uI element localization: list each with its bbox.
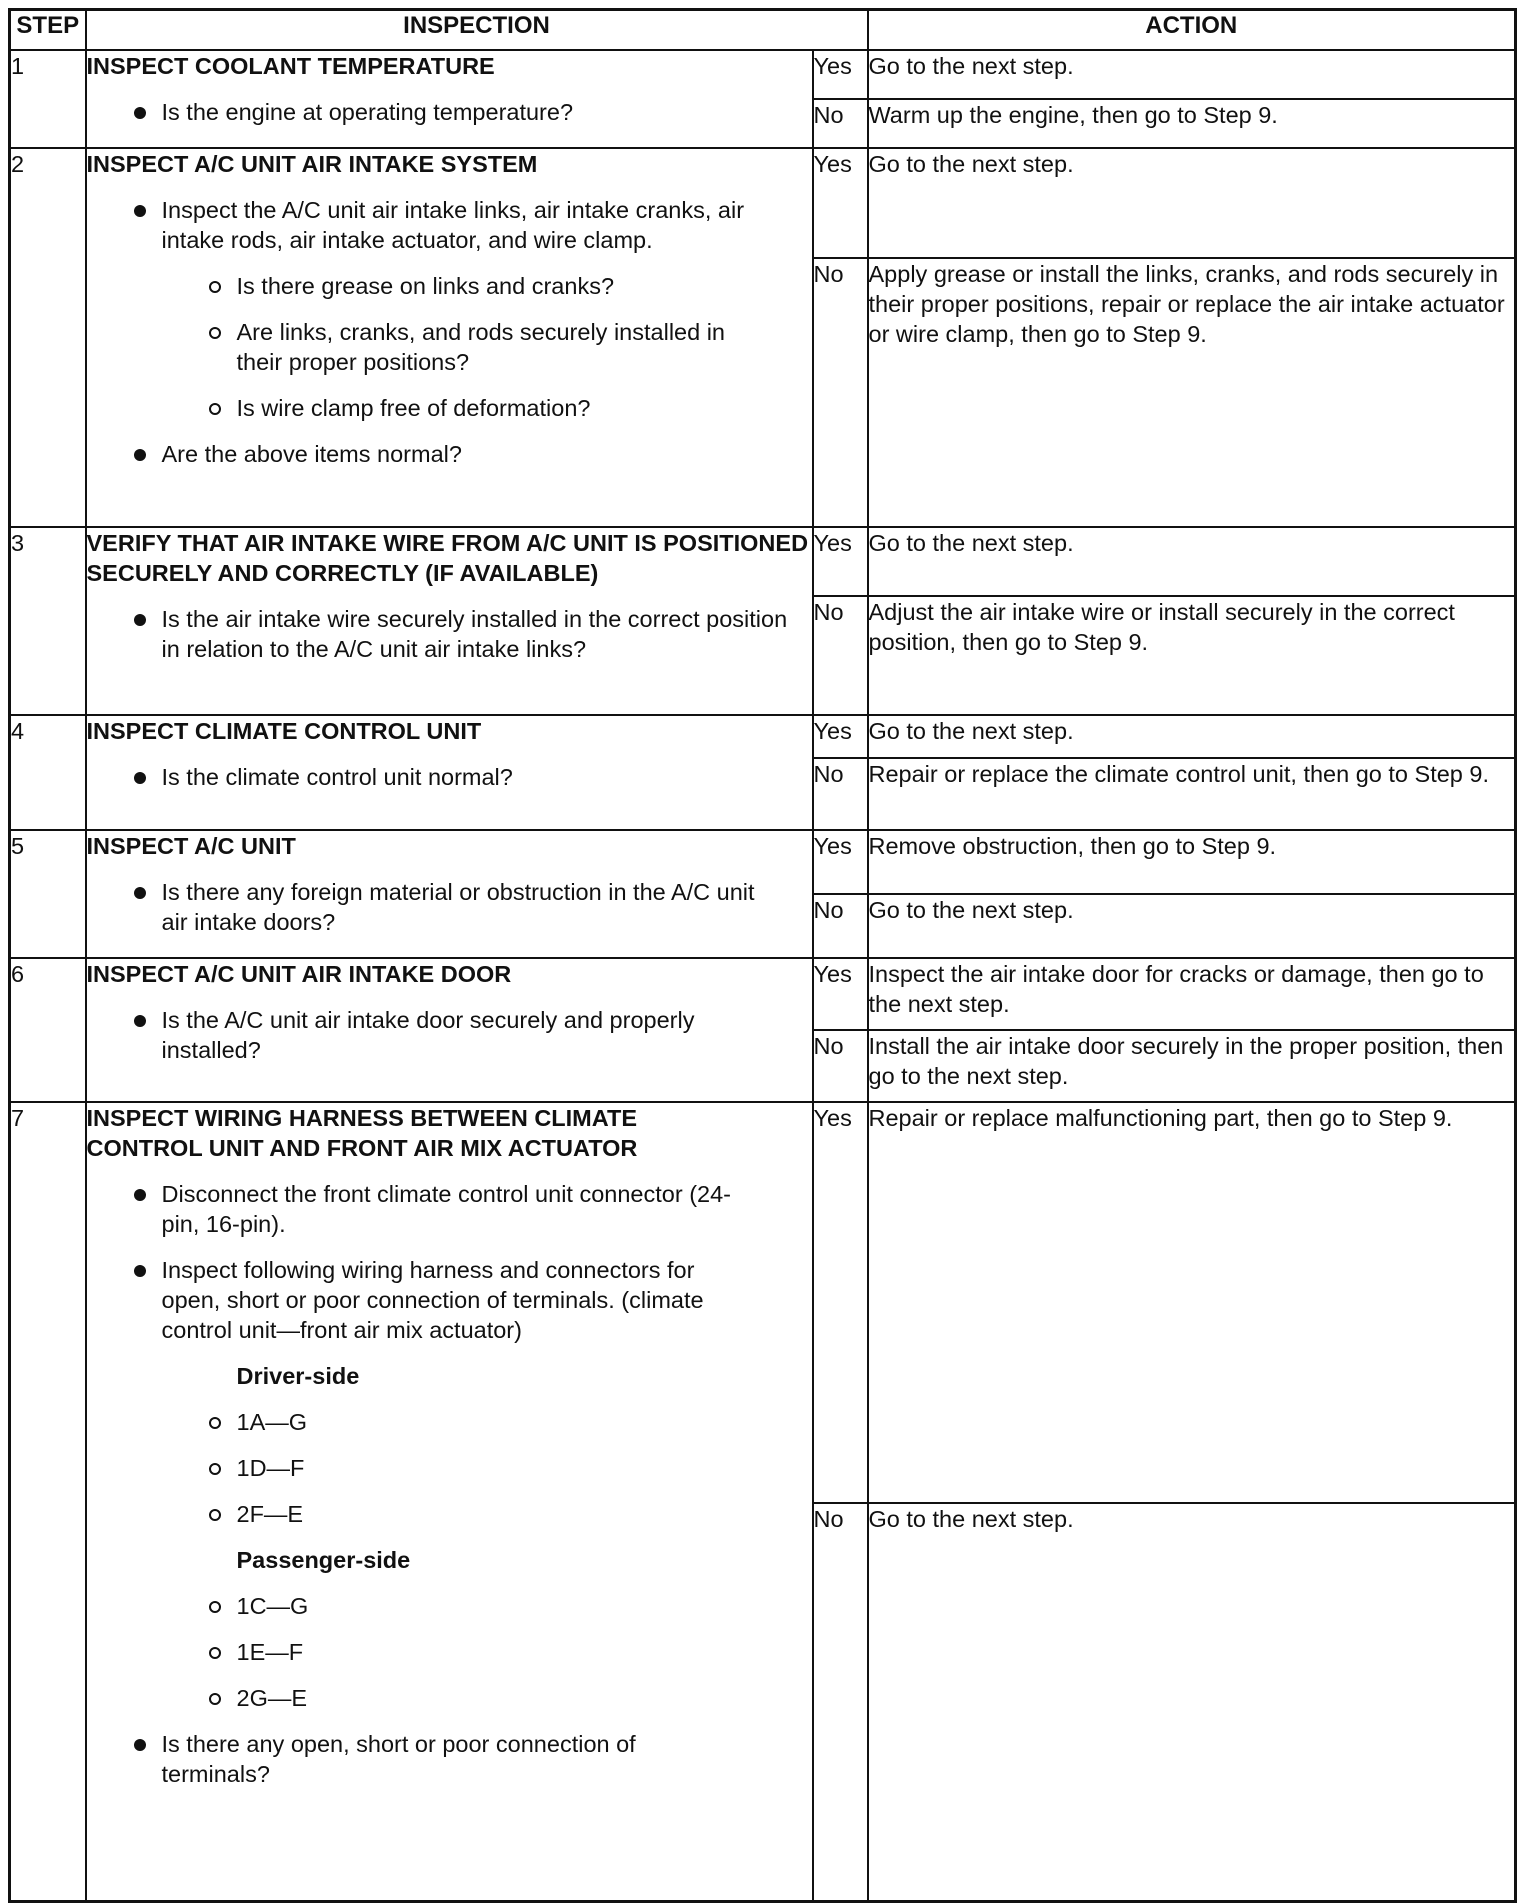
yes-action: Remove obstruction, then go to Step 9. — [868, 830, 1516, 894]
diagnostic-table — [8, 8, 1517, 1903]
step-4-row-yes — [10, 715, 1516, 758]
yes-action: Go to the next step. — [868, 715, 1516, 758]
no-label: No — [813, 1030, 868, 1102]
bullet-item: Is there any open, short or poor connection of terminals? — [87, 1729, 812, 1789]
no-action: Apply grease or install the links, cranks, and rods securely in their proper positions, repair or replace the air intake actuator or wire clamp, then go to Step 9. — [868, 258, 1516, 527]
bullet-item: Is the engine at operating temperature? — [87, 97, 812, 127]
bullet-item: Is there any foreign material or obstruction in the A/C unit air intake doors? — [87, 877, 812, 937]
no-label: No — [813, 758, 868, 830]
step-title: INSPECT A/C UNIT AIR INTAKE DOOR — [86, 961, 512, 987]
sub-item: Is wire clamp free of deformation? — [87, 393, 812, 423]
step-number: 5 — [10, 830, 86, 958]
yes-action: Repair or replace malfunctioning part, then go to Step 9. — [868, 1102, 1516, 1503]
bullet-item: Is the air intake wire securely installed in the correct position in relation to the A/C unit air intake links? — [87, 604, 812, 664]
inspection-cell — [86, 830, 813, 958]
bullet-item: Are the above items normal? — [87, 439, 812, 469]
yes-label: Yes — [813, 958, 868, 1030]
no-label: No — [813, 99, 868, 148]
step-2-row-yes — [10, 148, 1516, 258]
yes-label: Yes — [813, 50, 868, 99]
no-action: Go to the next step. — [868, 894, 1516, 958]
step-3-row-yes — [10, 527, 1516, 596]
no-label: No — [813, 894, 868, 958]
header-action: ACTION — [868, 10, 1516, 51]
no-action: Warm up the engine, then go to Step 9. — [868, 99, 1516, 148]
step-6-row-yes — [10, 958, 1516, 1030]
yes-label: Yes — [813, 148, 868, 258]
yes-action: Go to the next step. — [868, 527, 1516, 596]
terminal-item: 1D—F — [87, 1453, 812, 1483]
step-title: INSPECT WIRING HARNESS BETWEEN CLIMATE CONTROL UNIT AND FRONT AIR MIX ACTUATOR — [86, 1105, 638, 1161]
inspection-cell — [86, 715, 813, 830]
step-number: 7 — [10, 1102, 86, 1901]
step-number: 6 — [10, 958, 86, 1102]
step-7-row-yes — [10, 1102, 1516, 1503]
step-5-row-yes — [10, 830, 1516, 894]
yes-label: Yes — [813, 715, 868, 758]
bullet-item: Inspect the A/C unit air intake links, air intake cranks, air intake rods, air intake actuator, and wire clamp. — [87, 195, 812, 255]
no-label: No — [813, 1503, 868, 1901]
inspection-cell — [86, 50, 813, 148]
terminal-item: 1C—G — [87, 1591, 812, 1621]
terminal-item: 2G—E — [87, 1683, 812, 1713]
no-label: No — [813, 258, 868, 527]
step-title: INSPECT A/C UNIT AIR INTAKE SYSTEM — [86, 151, 538, 177]
bullet-item: Disconnect the front climate control unit connector (24-pin, 16-pin). — [87, 1179, 812, 1239]
inspection-cell — [86, 148, 813, 527]
yes-label: Yes — [813, 1102, 868, 1503]
driver-side-heading: Driver-side — [236, 1363, 360, 1389]
step-title: VERIFY THAT AIR INTAKE WIRE FROM A/C UNIT IS POSITIONED SECURELY AND CORRECTLY (IF AVAILABLE) — [86, 530, 809, 586]
terminal-item: 1A—G — [87, 1407, 812, 1437]
no-action: Repair or replace the climate control unit, then go to Step 9. — [868, 758, 1516, 830]
step-number: 3 — [10, 527, 86, 715]
step-title: INSPECT CLIMATE CONTROL UNIT — [86, 718, 482, 744]
yes-action: Go to the next step. — [868, 50, 1516, 99]
no-label: No — [813, 596, 868, 715]
yes-label: Yes — [813, 830, 868, 894]
sub-item: Are links, cranks, and rods securely installed in their proper positions? — [87, 317, 812, 377]
step-title: INSPECT A/C UNIT — [86, 833, 296, 859]
bullet-item: Is the A/C unit air intake door securely and properly installed? — [87, 1005, 812, 1065]
inspection-cell — [86, 527, 813, 715]
yes-action: Inspect the air intake door for cracks or damage, then go to the next step. — [868, 958, 1516, 1030]
yes-action: Go to the next step. — [868, 148, 1516, 258]
header-inspection: INSPECTION — [86, 10, 868, 51]
no-action: Install the air intake door securely in the proper position, then go to the next step. — [868, 1030, 1516, 1102]
inspection-cell — [86, 1102, 813, 1901]
step-number: 2 — [10, 148, 86, 527]
inspection-cell — [86, 958, 813, 1102]
bullet-item: Is the climate control unit normal? — [87, 762, 812, 792]
step-number: 4 — [10, 715, 86, 830]
step-title: INSPECT COOLANT TEMPERATURE — [86, 53, 495, 79]
header-step: STEP — [10, 10, 86, 51]
no-action: Go to the next step. — [868, 1503, 1516, 1901]
step-1-row-yes — [10, 50, 1516, 99]
yes-label: Yes — [813, 527, 868, 596]
no-action: Adjust the air intake wire or install securely in the correct position, then go to Step 9. — [868, 596, 1516, 715]
diagnostic-procedure-page — [8, 8, 1514, 1897]
sub-item: Is there grease on links and cranks? — [87, 271, 812, 301]
passenger-side-heading: Passenger-side — [236, 1547, 411, 1573]
terminal-item: 2F—E — [87, 1499, 812, 1529]
header-row — [10, 10, 1516, 51]
bullet-item: Inspect following wiring harness and connectors for open, short or poor connection of terminals. (climate control unit—front air mix actuator) — [87, 1255, 812, 1345]
terminal-item: 1E—F — [87, 1637, 812, 1667]
step-number: 1 — [10, 50, 86, 148]
